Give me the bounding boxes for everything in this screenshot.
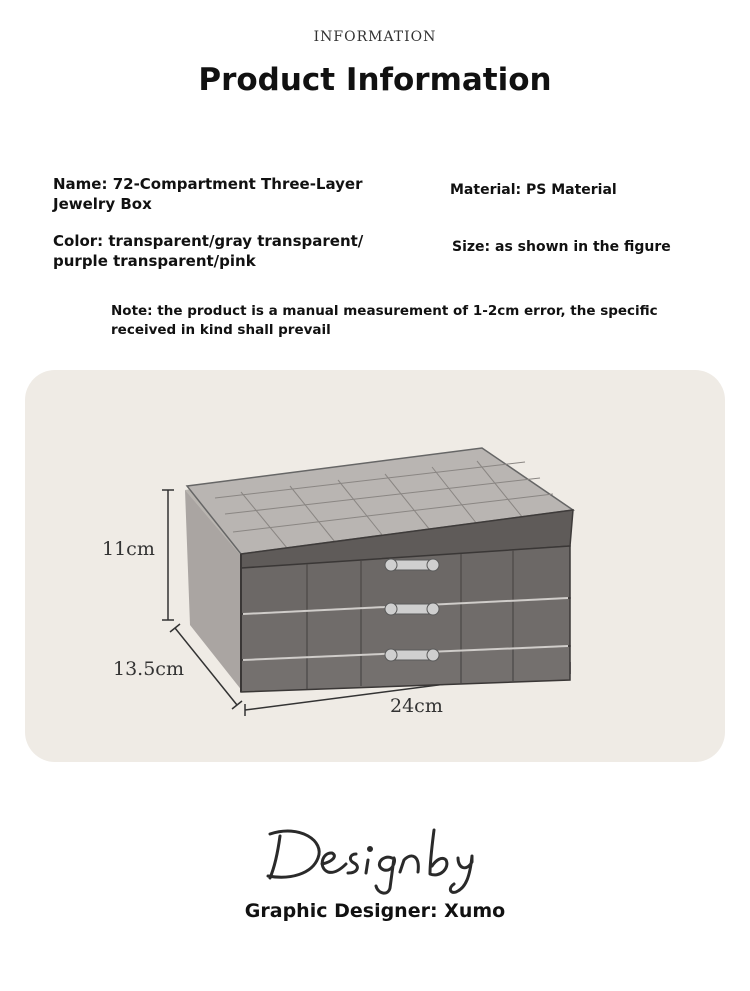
dimension-depth-label: 13.5cm bbox=[113, 658, 184, 680]
page-title: Product Information bbox=[198, 62, 552, 98]
spec-color: Color: transparent/gray transparent/ purple transparent/pink bbox=[53, 232, 364, 270]
measurement-note: Note: the product is a manual measurement of 1-2cm error, the specific received in kind shall prevail bbox=[111, 303, 658, 338]
spec-name: Name: 72-Compartment Three-Layer Jewelry Box bbox=[53, 175, 363, 213]
info-kicker: INFORMATION bbox=[313, 29, 437, 45]
graphic-designer-credit: Graphic Designer: Xumo bbox=[244, 900, 506, 922]
spec-material: Material: PS Material bbox=[450, 182, 617, 198]
dimension-width-label: 24cm bbox=[390, 695, 443, 717]
dimension-height-label: 11cm bbox=[102, 538, 155, 560]
jewelry-box-illustration bbox=[25, 370, 725, 762]
product-card bbox=[25, 370, 725, 762]
design-by-signature bbox=[0, 816, 750, 896]
spec-size: Size: as shown in the figure bbox=[452, 239, 671, 255]
